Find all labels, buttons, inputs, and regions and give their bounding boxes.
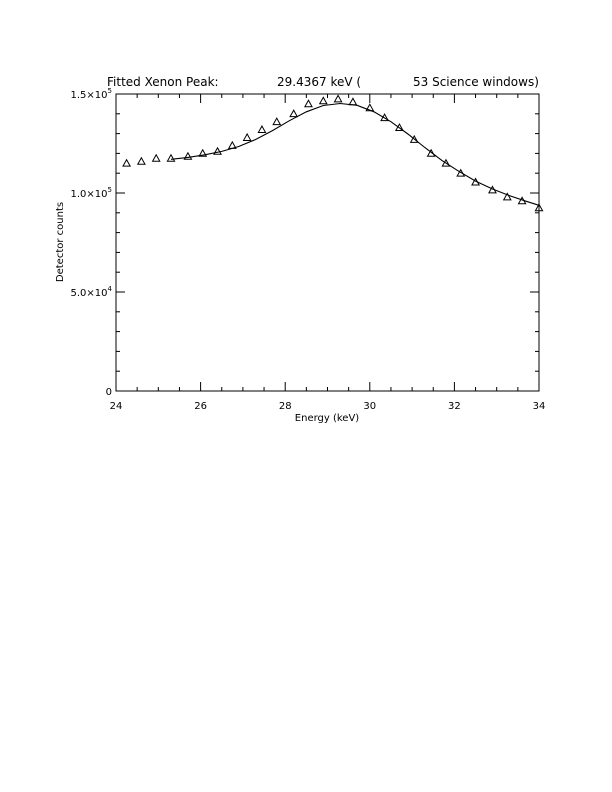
- y-tick-label-base: 1.0×10: [70, 189, 108, 200]
- chart-title: [107, 75, 539, 89]
- data-point-triangle: [244, 134, 251, 140]
- title-label: Fitted Xenon Peak:: [107, 75, 219, 89]
- y-tick-label-exponent: 4: [107, 285, 112, 293]
- x-tick-label: 28: [278, 401, 292, 412]
- y-tick-label: [106, 387, 112, 398]
- data-point-triangle: [290, 110, 297, 116]
- y-tick-label: [71, 87, 112, 101]
- data-point-triangle: [334, 95, 341, 101]
- data-points-group: [123, 95, 543, 210]
- plot-frame: [116, 94, 539, 391]
- x-tick-label: 32: [448, 401, 461, 412]
- x-tick-label: 26: [194, 401, 207, 412]
- y-tick-label-exponent: 5: [107, 186, 112, 194]
- y-tick-label-base: 5.0×10: [70, 288, 108, 299]
- data-point-triangle: [273, 118, 280, 124]
- data-point-triangle: [349, 98, 356, 104]
- fit-curve-group: [171, 104, 539, 206]
- x-tick-label: 34: [532, 401, 546, 412]
- y-tick-label-base: 1.5×10: [70, 90, 108, 101]
- y-tick-label: [71, 186, 112, 200]
- fit-curve-line: [171, 104, 539, 206]
- axis-tick-labels: [71, 87, 546, 412]
- data-point-triangle: [320, 97, 327, 103]
- data-point-triangle: [229, 142, 236, 148]
- data-point-triangle: [153, 155, 160, 161]
- y-axis-label: Detector counts: [55, 201, 66, 283]
- x-tick-label: 24: [109, 401, 123, 412]
- y-tick-label-exponent: 5: [107, 87, 112, 95]
- data-point-triangle: [184, 153, 191, 159]
- data-point-triangle: [214, 148, 221, 154]
- y-tick-label-base: 0: [105, 387, 112, 398]
- x-axis-label: Energy (keV): [294, 413, 360, 424]
- title-windows: 53 Science windows): [413, 75, 539, 89]
- title-energy: 29.4367 keV (: [277, 75, 362, 89]
- x-tick-label: 30: [363, 401, 377, 412]
- data-point-triangle: [123, 160, 130, 166]
- data-point-triangle: [138, 158, 145, 164]
- data-point-triangle: [258, 126, 265, 132]
- data-point-triangle: [305, 100, 312, 106]
- y-tick-label: [71, 285, 113, 299]
- data-point-triangle: [167, 155, 174, 161]
- axis-ticks: [116, 94, 539, 391]
